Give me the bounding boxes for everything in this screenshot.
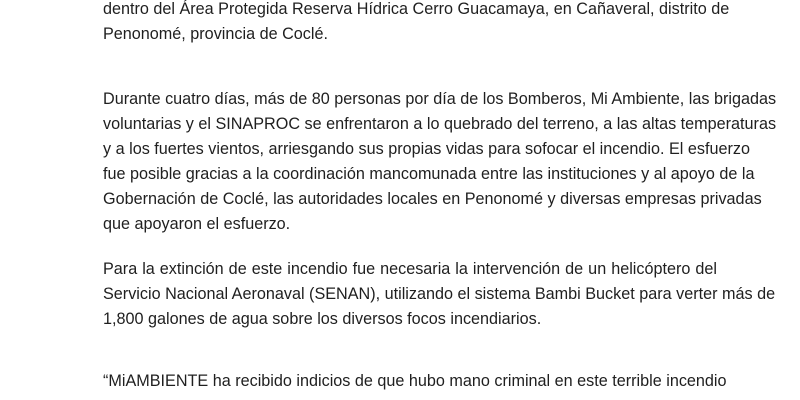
text-line: que apoyaron el esfuerzo.	[103, 215, 291, 233]
paragraph-quote	[103, 369, 727, 394]
text-line: “MiAMBIENTE ha recibido indicios de que hubo mano criminal en este terrible incendio	[103, 372, 727, 390]
paragraph-firefighting-effort	[103, 87, 777, 237]
text-line: dentro del Área Protegida Reserva Hídrica Cerro Guacamaya, en Cañaveral, distrito de	[103, 0, 730, 18]
text-line: Gobernación de Coclé, las autoridades locales en Penonomé y diversas empresas privadas	[103, 190, 762, 208]
paragraph-location	[103, 0, 730, 47]
text-line: y a los fuertes vientos, arriesgando sus propias vidas para sofocar el incendio. El esfuerzo	[103, 140, 750, 158]
text-line: Servicio Nacional Aeronaval (SENAN), utilizando el sistema Bambi Bucket para verter más de	[103, 285, 776, 303]
text-line: fue posible gracias a la coordinación mancomunada entre las instituciones y al apoyo de la	[103, 165, 755, 183]
text-line: voluntarias y el SINAPROC se enfrentaron a lo quebrado del terreno, a las altas temperaturas	[103, 115, 777, 133]
text-line: Penonomé, provincia de Coclé.	[103, 25, 328, 43]
paragraph-helicopter	[103, 257, 776, 332]
text-line: Durante cuatro días, más de 80 personas por día de los Bomberos, Mi Ambiente, las brigadas	[103, 90, 777, 108]
text-line: 1,800 galones de agua sobre los diversos focos incendiarios.	[103, 310, 542, 328]
text-line: Para la extinción de este incendio fue necesaria la intervención de un helicóptero del	[103, 260, 717, 278]
